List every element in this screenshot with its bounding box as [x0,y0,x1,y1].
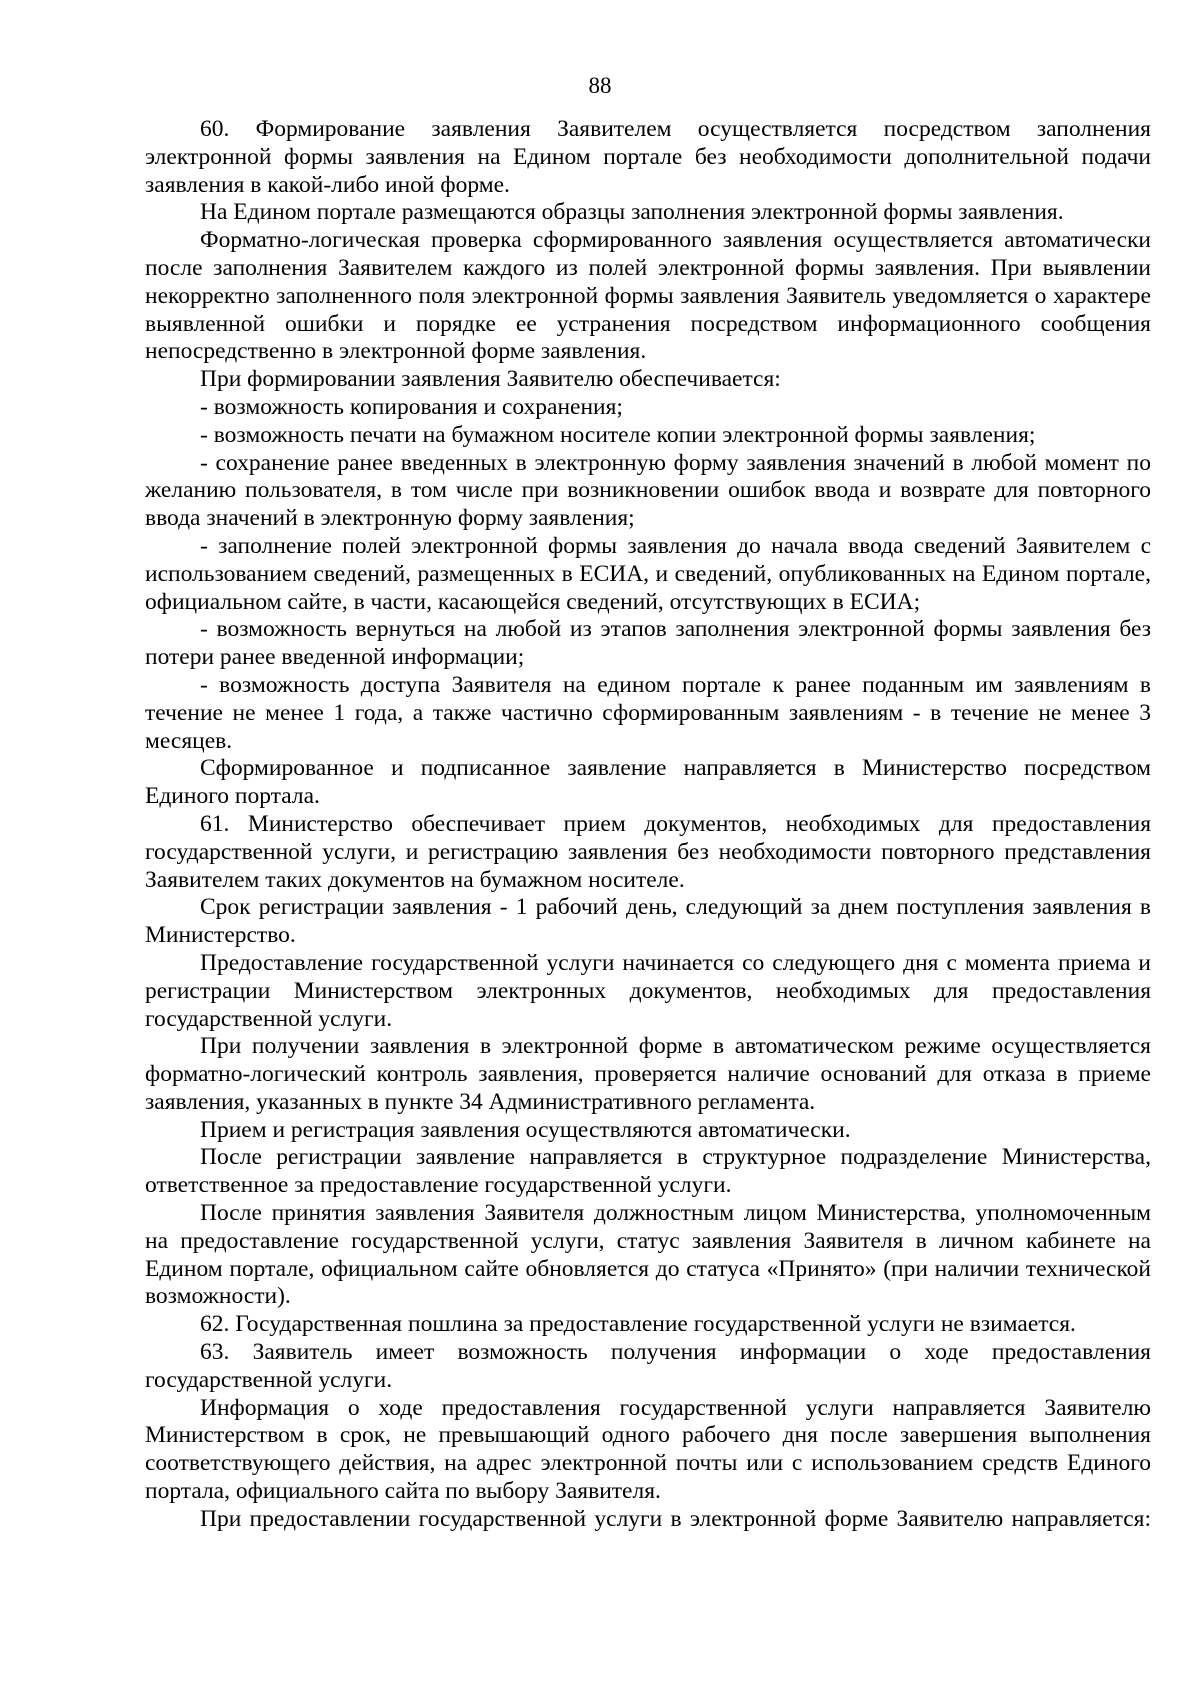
list-item-print: - возможность печати на бумажном носителе копии электронной формы заявления; [200,421,1036,448]
list-item-copy-save: - возможность копирования и сохранения; [200,393,623,420]
paragraph-60-intro: 60. Формирование заявления Заявителем осуществляется посредством заполнения электронной формы заявления на Едином портале без необходимости дополнительной подачи заявления в какой-либо иной форме. [145,116,1151,198]
list-item-save-values: - сохранение ранее введенных в электронную форму заявления значений в любой момент по желанию пользователя, в том числе при возникновении ошибок ввода и возврате для повторного ввода значений в электронную форму заявления; [145,449,1151,532]
list-item-return-step: - возможность вернуться на любой из этапов заполнения электронной формы заявления без потери ранее введенной информации; [145,616,1151,671]
page-number: 88 [588,73,612,98]
paragraph-registration-term: Срок регистрации заявления - 1 рабочий день, следующий за днем поступления заявления в Министерство. [145,894,1151,949]
paragraph-format-check: Форматно-логическая проверка сформированного заявления осуществляется автоматически после заполнения Заявителем каждого из полей электронной формы заявления. При выявлении некорректно заполненного поля электронной формы заявления Заявитель уведомляется о характере выявленной ошибки и порядке ее устранения посредством информационного сообщения непосредственно в электронной форме заявления. [145,227,1151,365]
paragraph-61: 61. Министерство обеспечивает прием документов, необходимых для предоставления государственной услуги, и регистрацию заявления без необходимости повторного представления Заявителем таких документов на бумажном носителе. [145,810,1151,893]
paragraph-notifications: При предоставлении государственной услуги в электронной форме Заявителю направляется: [200,1505,1151,1532]
paragraph-provided-features: При формировании заявления Заявителю обеспечивается: [200,366,781,393]
paragraph-samples: На Едином портале размещаются образцы заполнения электронной формы заявления. [200,199,1064,226]
paragraph-auto-registration: Прием и регистрация заявления осуществляются автоматически. [200,1116,851,1143]
list-item-access-history: - возможность доступа Заявителя на едином портале к ранее поданным им заявлениям в течение не менее 1 года, а также частично сформированным заявлениям - в течение не менее 3 месяцев. [145,671,1151,754]
list-item-autofill: - заполнение полей электронной формы заявления до начала ввода сведений Заявителем с использованием сведений, размещенных в ЕСИА, и сведений, опубликованных на Едином портале, официальном сайте, в части, касающейся сведений, отсутствующих в ЕСИА; [145,532,1151,615]
paragraph-format-control: При получении заявления в электронной форме в автоматическом режиме осуществляется форматно-логический контроль заявления, проверяется наличие оснований для отказа в приеме заявления, указанных в пункте 34 Административного регламента. [145,1033,1151,1115]
paragraph-63: 63. Заявитель имеет возможность получения информации о ходе предоставления государственной услуги. [145,1339,1151,1393]
paragraph-progress-info: Информация о ходе предоставления государственной услуги направляется Заявителю Министерством в срок, не превышающий одного рабочего дня после завершения выполнения соответствующего действия, на адрес электронной почты или с использованием средств Единого портала, официального сайта по выбору Заявителя. [145,1394,1151,1505]
document-body [145,116,1151,1534]
paragraph-62: 62. Государственная пошлина за предоставление государственной услуги не взимается. [200,1311,1076,1338]
paragraph-status-update: После принятия заявления Заявителя должностным лицом Министерства, уполномоченным на предоставление государственной услуги, статус заявления Заявителя в личном кабинете на Едином портале, официальном сайте обновляется до статуса «Принято» (при наличии технической возможности). [145,1200,1151,1310]
paragraph-routing: После регистрации заявление направляется в структурное подразделение Министерства, ответственное за предоставление государственной услуги. [145,1144,1151,1199]
paragraph-service-start: Предоставление государственной услуги начинается со следующего дня с момента приема и регистрации Министерством электронных документов, необходимых для предоставления государственной услуги. [145,949,1151,1032]
paragraph-submission: Сформированное и подписанное заявление направляется в Министерство посредством Единого портала. [145,755,1151,810]
